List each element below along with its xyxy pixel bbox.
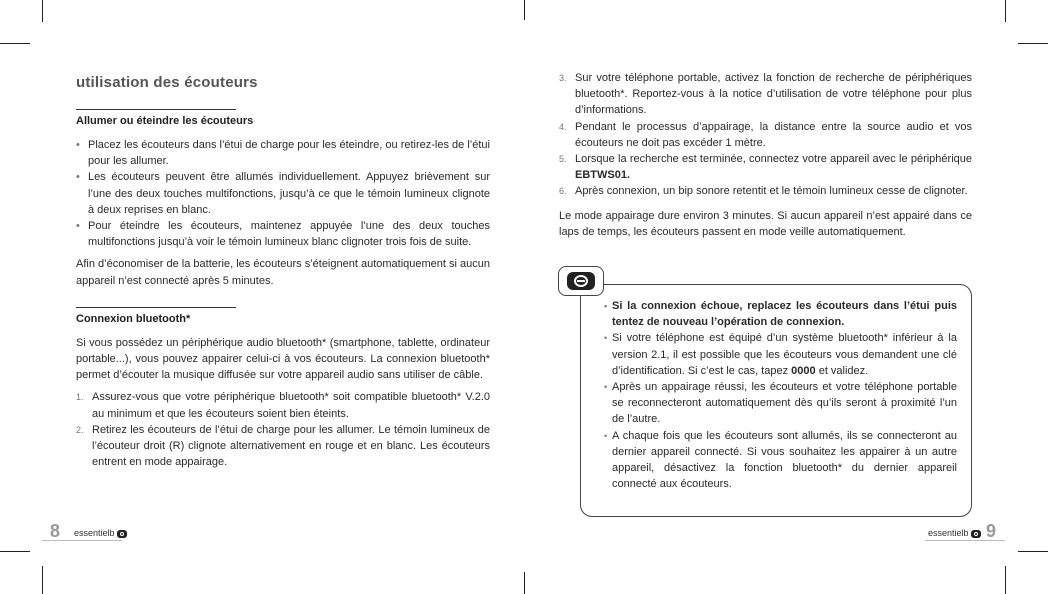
- logo-bar: [577, 280, 585, 282]
- crop-mark: [0, 551, 30, 552]
- page-title: utilisation des écouteurs: [76, 74, 258, 91]
- pairing-mode-paragraph: Le mode appairage dure environ 3 minutes. Si aucun appareil n’est appairé dans ce laps de temps, les écouteurs passent en mode veille automatiquement.: [559, 209, 972, 238]
- list-item: • Si la connexion échoue, replacez les écouteurs dans l’étui puis tentez de nouveau l’opération de connexion.: [604, 300, 957, 329]
- list-item: 2. Retirez les écouteurs de l’étui de charge pour les allumer. Le témoin lumineux de l’écouteur droit (R) clignote alternativement en rouge et en blanc. Les écouteurs entrent en mode appairage.: [76, 423, 490, 469]
- crop-mark: [42, 566, 43, 594]
- spread-divider-top: [524, 0, 525, 20]
- step-number: 1.: [76, 392, 84, 403]
- list-item: 5. Lorsque la recherche est terminée, connectez votre appareil avec le périphérique EBTWS01.: [559, 153, 972, 182]
- list-item: • Placez les écouteurs dans l’étui de charge pour les éteindre, ou retirez-les de l’étui pour les allumer.: [76, 139, 490, 168]
- step-number: 5.: [559, 154, 567, 165]
- section-heading-bluetooth: Connexion bluetooth*: [76, 312, 191, 325]
- model-number: EBTWS01.: [575, 169, 631, 182]
- brand-mini-logo-icon: [117, 530, 127, 538]
- section-rule: [76, 109, 236, 110]
- crop-mark: [1018, 551, 1048, 552]
- bullet-icon: •: [604, 430, 608, 441]
- list-item: 1. Assurez-vous que votre périphérique bluetooth* soit compatible bluetooth* V.2.0 au minimum et que les écouteurs soient bien éteints.: [76, 391, 490, 420]
- section-heading-power: Allumer ou éteindre les écouteurs: [76, 115, 254, 127]
- list-item: • Après un appairage réussi, les écouteurs et votre téléphone portable se reconnecteront automatiquement dès qu’ils seront à proximité l’un de l’autre.: [604, 381, 957, 426]
- list-item: 3. Sur votre téléphone portable, activez la fonction de recherche de périphériques bluetooth*. Reportez-vous à la notice d’utilisation de votre téléphone pour plus d’informations.: [559, 72, 972, 117]
- step-number: 4.: [559, 121, 567, 132]
- step-number: 3.: [559, 73, 567, 83]
- list-item: 4. Pendant le processus d’appairage, la distance entre la source audio et vos écouteurs ne doit pas excéder 1 mètre.: [559, 120, 972, 149]
- page-number-right: 9: [986, 521, 997, 541]
- left-page: [76, 74, 490, 470]
- bullet-icon: •: [604, 301, 608, 311]
- page-number-left: 8: [50, 521, 61, 541]
- crop-mark: [0, 43, 30, 44]
- bullet-icon: •: [76, 220, 80, 233]
- list-item: 6. Après connexion, un bip sonore retentit et le témoin lumineux cesse de clignoter.: [559, 183, 972, 199]
- crop-mark: [42, 0, 43, 22]
- bullet-icon: •: [76, 171, 80, 184]
- right-page: [559, 70, 972, 240]
- spread-divider-bottom: [524, 572, 525, 594]
- battery-paragraph: Afin d’économiser de la batterie, les écouteurs s’éteignent automatiquement si aucun appareil n’est connecté après 5 minutes.: [76, 258, 490, 287]
- list-item: • Pour éteindre les écouteurs, maintenez appuyée l’une des deux touches multifonctions jusqu’à voir le témoin lumineux blanc clignoter trois fois de suite.: [76, 220, 490, 249]
- steps-list-right: [559, 70, 972, 200]
- bullet-icon: •: [604, 333, 608, 344]
- list-item: • Si votre téléphone est équipé d’un système bluetooth* inférieur à la version 2.1, il est possible que les écouteurs vous demandent une clé d’identification. Si c’est le cas, tapez 0000 et validez.: [604, 332, 957, 377]
- step-number: 2.: [76, 424, 84, 435]
- power-bullet-list: [76, 137, 490, 250]
- list-item: • Les écouteurs peuvent être allumés individuellement. Appuyez brièvement sur l’une des deux touches multifonctions, jusqu’à ce que le témoin lumineux clignote à deux reprises en blanc.: [76, 171, 490, 216]
- note-bullet-list: [604, 298, 957, 492]
- steps-list-left: [76, 389, 490, 470]
- section-rule: [76, 307, 236, 308]
- note-content: [604, 298, 957, 498]
- pin-code: 0000: [791, 364, 816, 377]
- crop-mark: [1018, 43, 1048, 44]
- brand-mini-logo-icon: [971, 530, 981, 538]
- bullet-icon: •: [604, 382, 608, 393]
- step-number: 6.: [559, 186, 567, 197]
- crop-mark: [1005, 0, 1006, 22]
- crop-mark: [1005, 566, 1006, 594]
- bullet-icon: •: [76, 139, 80, 151]
- footer-brand-left: essentielb: [74, 528, 127, 538]
- list-item: • A chaque fois que les écouteurs sont allumés, ils se connecteront au dernier appareil connecté. Si vous souhaitez les appairer à un autre appareil, désactivez la fonction bluetooth* du dernier appareil connecté aux écouteurs.: [604, 429, 957, 491]
- bluetooth-intro-paragraph: Si vous possédez un périphérique audio bluetooth* (smartphone, tablette, ordinateur portable...), vous pouvez appairer celui-ci à vos écouteurs. La connexion bluetooth* permet d’écouter la musique diffusée sur votre appareil audio sans utiliser de câble.: [76, 336, 490, 382]
- footer-brand-right: essentielb: [928, 528, 981, 538]
- brand-logo-icon: [567, 272, 595, 290]
